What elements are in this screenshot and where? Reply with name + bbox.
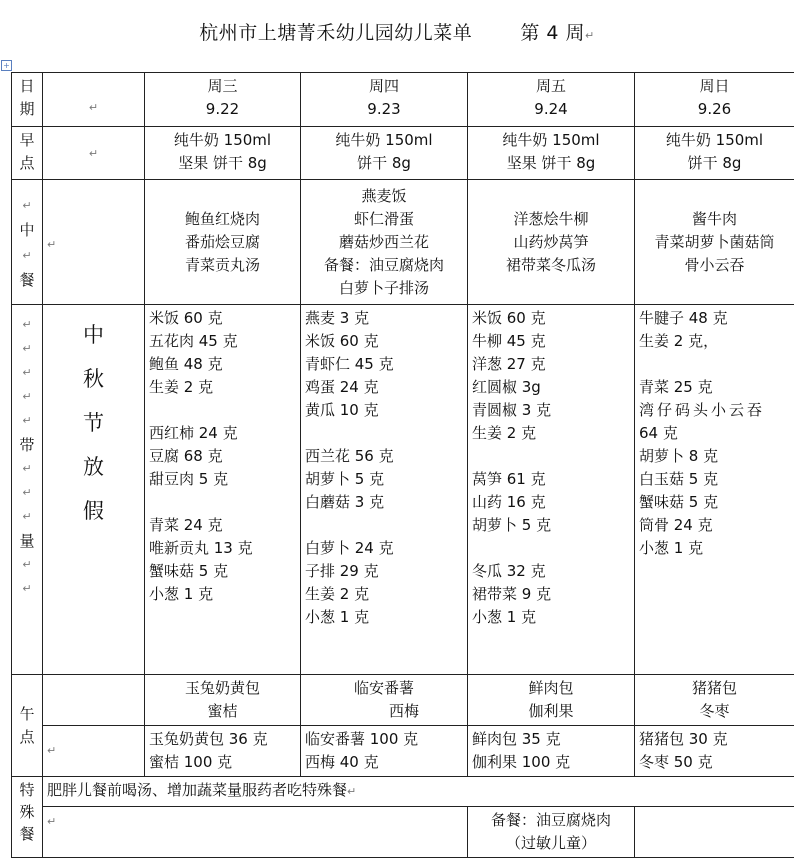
title-text: 杭州市上塘菁禾幼儿园幼儿菜单: [199, 22, 472, 44]
day-header: [301, 73, 468, 127]
snack-cell: 鲜肉包 伽利果: [468, 675, 635, 726]
snack-portion-cell: 玉兔奶黄包 36 克 蜜桔 100 克: [145, 726, 301, 777]
snack-portion-blank: ↵: [43, 726, 145, 777]
snack-cell: 玉兔奶黄包 蜜桔: [145, 675, 301, 726]
snack-cell: 临安番薯 西梅: [301, 675, 468, 726]
breakfast-row: [12, 127, 794, 180]
paragraph-mark-icon: ↵: [585, 29, 595, 42]
lunch-cell: 酱牛肉 青菜胡萝卜菌菇筒 骨小云吞: [635, 180, 794, 305]
day-date: 9.26: [639, 98, 790, 121]
snack-portion-cell: 临安番薯 100 克 西梅 40 克: [301, 726, 468, 777]
portion-row: [12, 305, 794, 675]
portion-cell: 米饭 60 克 牛柳 45 克 洋葱 27 克 红圆椒 3g 青圆椒 3 克 生姜 2 克 莴笋 61 克 山药 16 克 胡萝卜 5 克 冬瓜 32 克 裙带菜 9 克 小葱 1 克: [468, 305, 635, 675]
day-date: 9.24: [472, 98, 630, 121]
breakfast-row-blank: ↵: [43, 127, 145, 180]
special-backup-blank: ↵: [43, 807, 468, 858]
day-name: 周日: [639, 75, 790, 98]
date-row-label: 日 期: [12, 73, 43, 127]
holiday-char: 秋: [47, 357, 140, 401]
breakfast-cell: 纯牛奶 150ml 饼干 8g: [301, 127, 468, 180]
snack-row-blank: [43, 675, 145, 726]
special-backup-empty: [635, 807, 794, 858]
special-backup-row: [12, 807, 794, 858]
special-row: [12, 777, 794, 807]
holiday-char: 中: [47, 313, 140, 357]
menu-table: [11, 72, 794, 858]
date-row-blank: ↵: [43, 73, 145, 127]
breakfast-cell: 纯牛奶 150ml 坚果 饼干 8g: [145, 127, 301, 180]
breakfast-cell: 纯牛奶 150ml 饼干 8g: [635, 127, 794, 180]
lunch-row-label: ↵ 中 ↵ 餐: [12, 180, 43, 305]
portion-cell: 米饭 60 克 五花肉 45 克 鲍鱼 48 克 生姜 2 克 西红柿 24 克 豆腐 68 克 甜豆肉 5 克 青菜 24 克 唯新贡丸 13 克 蟹味菇 5 克 小葱 1 克: [145, 305, 301, 675]
special-backup-cell: 备餐：油豆腐烧肉 （过敏儿童）: [468, 807, 635, 858]
snack-row-label: 午 点: [12, 675, 43, 777]
lunch-row-blank: ↵: [43, 180, 145, 305]
breakfast-row-label: 早 点: [12, 127, 43, 180]
week-label: 第 4 周: [520, 22, 585, 44]
date-row: [12, 73, 794, 127]
snack-row: [12, 675, 794, 726]
snack-portion-cell: 猪猪包 30 克 冬枣 50 克: [635, 726, 794, 777]
snack-portion-cell: 鲜肉包 35 克 伽利果 100 克: [468, 726, 635, 777]
day-name: 周四: [305, 75, 463, 98]
holiday-char: 放: [47, 445, 140, 489]
snack-portion-row: [12, 726, 794, 777]
lunch-cell: 燕麦饭 虾仁滑蛋 蘑菇炒西兰花 备餐：油豆腐烧肉 白萝卜子排汤: [301, 180, 468, 305]
lunch-row: [12, 180, 794, 305]
day-header: [635, 73, 794, 127]
day-header: [468, 73, 635, 127]
day-header: [145, 73, 301, 127]
portion-row-label: ↵ ↵ ↵ ↵ ↵ 带 ↵ ↵ ↵ 量 ↵ ↵: [12, 305, 43, 675]
day-name: 周五: [472, 75, 630, 98]
lunch-cell: 洋葱烩牛柳 山药炒莴笋 裙带菜冬瓜汤: [468, 180, 635, 305]
menu-title: [0, 18, 794, 45]
holiday-cell: [43, 305, 145, 675]
portion-cell: 牛腱子 48 克 生姜 2 克， 青菜 25 克 湾仔码头小云吞 64 克 胡萝卜 8 克 白玉菇 5 克 蟹味菇 5 克 筒骨 24 克 小葱 1 克: [635, 305, 794, 675]
holiday-char: 节: [47, 401, 140, 445]
lunch-cell: 鲍鱼红烧肉 番茄烩豆腐 青菜贡丸汤: [145, 180, 301, 305]
day-date: 9.23: [305, 98, 463, 121]
holiday-char: 假: [47, 489, 140, 533]
snack-cell: 猪猪包 冬枣: [635, 675, 794, 726]
day-date: 9.22: [149, 98, 296, 121]
day-name: 周三: [149, 75, 296, 98]
special-row-label: 特 殊 餐: [12, 777, 43, 858]
special-note: 肥胖儿餐前喝汤、增加蔬菜量服药者吃特殊餐↵: [43, 777, 794, 807]
portion-cell: 燕麦 3 克 米饭 60 克 青虾仁 45 克 鸡蛋 24 克 黄瓜 10 克 西兰花 56 克 胡萝卜 5 克 白蘑菇 3 克 白萝卜 24 克 子排 29 克 生姜 2 克 小葱 1 克: [301, 305, 468, 675]
table-move-handle-icon[interactable]: +: [1, 60, 12, 71]
breakfast-cell: 纯牛奶 150ml 坚果 饼干 8g: [468, 127, 635, 180]
